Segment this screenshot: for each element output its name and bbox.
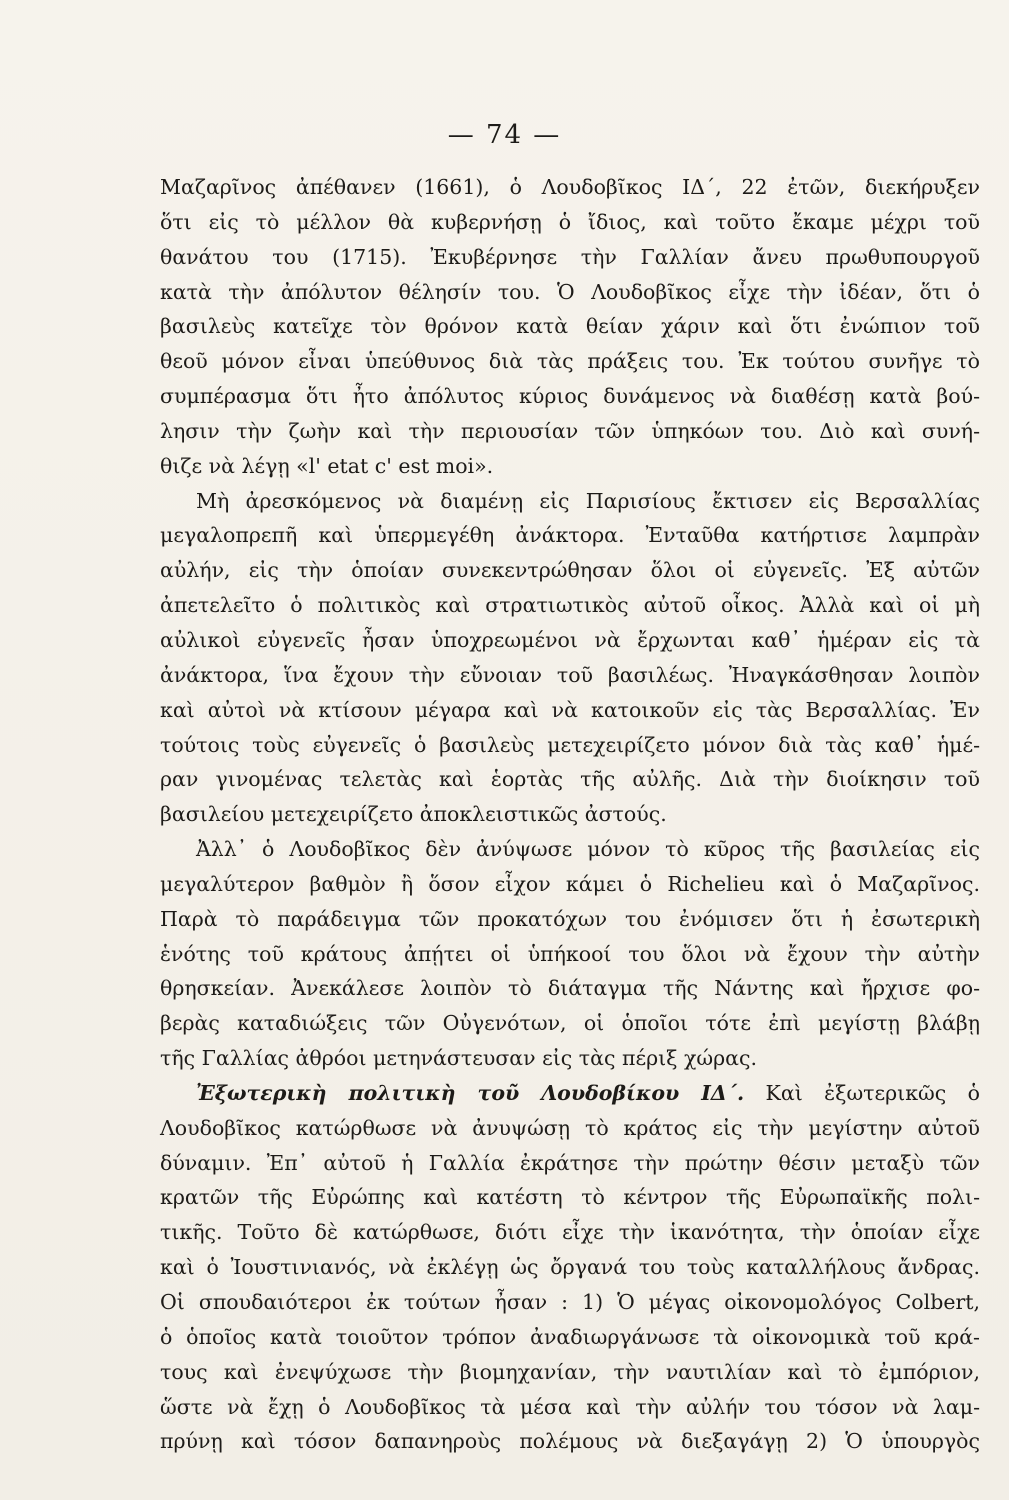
text-line: μεγαλοπρεπῆ καὶ ὑπερμεγέθη ἀνάκτορα. Ἐνταῦθα κατήρτισε λαμπρὰν xyxy=(160,523,980,548)
text-line: καὶ αὐτοὶ νὰ κτίσουν μέγαρα καὶ νὰ κατοικοῦν εἰς τὰς Βερσαλλίας. Ἐν xyxy=(160,697,980,722)
text-line: Λουδοβῖκος κατώρθωσε νὰ ἀνυψώσῃ τὸ κράτος εἰς τὴν μεγίστην αὐτοῦ xyxy=(160,1115,980,1140)
text-line: δύναμιν. Ἐπ᾽ αὐτοῦ ἡ Γαλλία ἐκράτησε τὴν πρώτην θέσιν μεταξὺ τῶν xyxy=(160,1150,980,1175)
section-heading-line xyxy=(160,1076,980,1111)
paragraph-3 xyxy=(160,832,980,1076)
text-line: βασιλεὺς κατεῖχε τὸν θρόνον κατὰ θείαν χάριν καὶ ὅτι ἐνώπιον τοῦ xyxy=(160,314,980,339)
text-line: θιζε νὰ λέγῃ «l' etat c' est moi». xyxy=(160,453,494,478)
text-line: ραν γινομένας τελετὰς καὶ ἑορτὰς τῆς αὐλῆς. Διὰ τὴν διοίκησιν τοῦ xyxy=(160,767,980,792)
text-line: μεγαλύτερον βαθμὸν ἢ ὅσον εἶχον κάμει ὁ Richelieu καὶ ὁ Μαζαρῖνος. xyxy=(160,871,980,896)
text-line: Παρὰ τὸ παράδειγμα τῶν προκατόχων του ἐνόμισεν ὅτι ἡ ἐσωτερικὴ xyxy=(160,906,980,931)
heading-tail-text: Καὶ ἐξωτερικῶς ὁ xyxy=(744,1080,980,1105)
text-line: ἑνότης τοῦ κράτους ἀπῄτει οἱ ὑπήκοοί του ὅλοι νὰ ἔχουν τὴν αὐτὴν xyxy=(160,941,980,966)
text-line: τῆς Γαλλίας ἀθρόοι μετηνάστευσαν εἰς τὰς πέριξ χώρας. xyxy=(160,1046,757,1071)
text-line: αὐλήν, εἰς τὴν ὁποίαν συνεκεντρώθησαν ὅλοι οἱ εὐγενεῖς. Ἐξ αὐτῶν xyxy=(160,558,980,583)
text-line: Μὴ ἀρεσκόμενος νὰ διαμένῃ εἰς Παρισίους ἔκτισεν εἰς Βερσαλλίας xyxy=(196,488,980,513)
text-line: Μαζαρῖνος ἀπέθανεν (1661), ὁ Λουδοβῖκος ΙΔ΄, 22 ἐτῶν, διεκήρυξεν xyxy=(160,175,980,199)
text-line: βερὰς καταδιώξεις τῶν Οὐγενότων, οἱ ὁποῖοι τότε ἐπὶ μεγίστῃ βλάβῃ xyxy=(160,1011,980,1036)
text-line: Ἀλλ᾽ ὁ Λουδοβῖκος δὲν ἀνύψωσε μόνον τὸ κῦρος τῆς βασιλείας εἰς xyxy=(196,837,980,862)
paragraph-1 xyxy=(160,170,980,484)
text-line: ὁ ὁποῖος κατὰ τοιοῦτον τρόπον ἀναδιωργάνωσε τὰ οἰκονομικὰ τοῦ κρά- xyxy=(160,1324,980,1349)
paragraph-4 xyxy=(160,1076,980,1459)
text-line: αὐλικοὶ εὐγενεῖς ἦσαν ὑποχρεωμένοι νὰ ἔρχωνται καθ᾽ ἡμέραν εἰς τὰ xyxy=(160,627,980,652)
text-line: θρησκείαν. Ἀνεκάλεσε λοιπὸν τὸ διάταγμα τῆς Νάντης καὶ ἤρχισε φο- xyxy=(160,976,980,1001)
section-heading: Ἐξωτερικὴ πολιτικὴ τοῦ Λουδοβίκου ΙΔ΄. xyxy=(196,1080,745,1105)
text-line: τικῆς. Τοῦτο δὲ κατώρθωσε, διότι εἶχε τὴν ἱκανότητα, τὴν ὁποίαν εἶχε xyxy=(160,1220,980,1245)
text-line: θανάτου του (1715). Ἐκυβέρνησε τὴν Γαλλίαν ἄνευ πρωθυπουργοῦ xyxy=(160,244,980,269)
text-line: συμπέρασμα ὅτι ἦτο ἀπόλυτος κύριος δυνάμενος νὰ διαθέσῃ κατὰ βού- xyxy=(160,384,980,409)
page-number: — 74 — xyxy=(447,120,562,150)
text-line: λησιν τὴν ζωὴν καὶ τὴν περιουσίαν τῶν ὑπηκόων του. Διὸ καὶ συνή- xyxy=(160,418,980,443)
body-text xyxy=(160,170,980,1459)
text-line: ὅτι εἰς τὸ μέλλον θὰ κυβερνήσῃ ὁ ἴδιος, καὶ τοῦτο ἔκαμε μέχρι τοῦ xyxy=(160,209,980,234)
text-line: πρύνῃ καὶ τόσον δαπανηροὺς πολέμους νὰ διεξαγάγῃ 2) Ὁ ὑπουργὸς xyxy=(160,1429,980,1454)
text-line: τούτοις τοὺς εὐγενεῖς ὁ βασιλεὺς μετεχειρίζετο μόνον διὰ τὰς καθ᾽ ἡμέ- xyxy=(160,732,980,757)
paragraph-2 xyxy=(160,484,980,832)
text-line: καὶ ὁ Ἰουστινιανός, νὰ ἐκλέγῃ ὡς ὄργανά του τοὺς καταλλήλους ἄνδρας. xyxy=(160,1255,980,1280)
text-line: Οἱ σπουδαιότεροι ἐκ τούτων ἦσαν : 1) Ὁ μέγας οἰκονομολόγος Colbert, xyxy=(160,1290,980,1314)
text-line: κατὰ τὴν ἀπόλυτον θέλησίν του. Ὁ Λουδοβῖκος εἶχε τὴν ἰδέαν, ὅτι ὁ xyxy=(160,279,980,304)
text-line: ἀπετελεῖτο ὁ πολιτικὸς καὶ στρατιωτικὸς αὐτοῦ οἶκος. Ἀλλὰ καὶ οἱ μὴ xyxy=(160,593,980,618)
text-line: θεοῦ μόνον εἶναι ὑπεύθυνος διὰ τὰς πράξεις του. Ἐκ τούτου συνῆγε τὸ xyxy=(160,349,980,374)
text-line: τους καὶ ἐνεψύχωσε τὴν βιομηχανίαν, τὴν ναυτιλίαν καὶ τὸ ἐμπόριον, xyxy=(160,1359,980,1384)
text-line: ἀνάκτορα, ἵνα ἔχουν τὴν εὔνοιαν τοῦ βασιλέως. Ἠναγκάσθησαν λοιπὸν xyxy=(160,662,980,687)
text-line: βασιλείου μετεχειρίζετο ἀποκλειστικῶς ἀστούς. xyxy=(160,802,667,827)
text-line: κρατῶν τῆς Εὐρώπης καὶ κατέστη τὸ κέντρον τῆς Εὐρωπαϊκῆς πολι- xyxy=(160,1185,980,1210)
text-line: ὥστε νὰ ἔχῃ ὁ Λουδοβῖκος τὰ μέσα καὶ τὴν αὐλήν του τόσον νὰ λαμ- xyxy=(160,1394,980,1419)
